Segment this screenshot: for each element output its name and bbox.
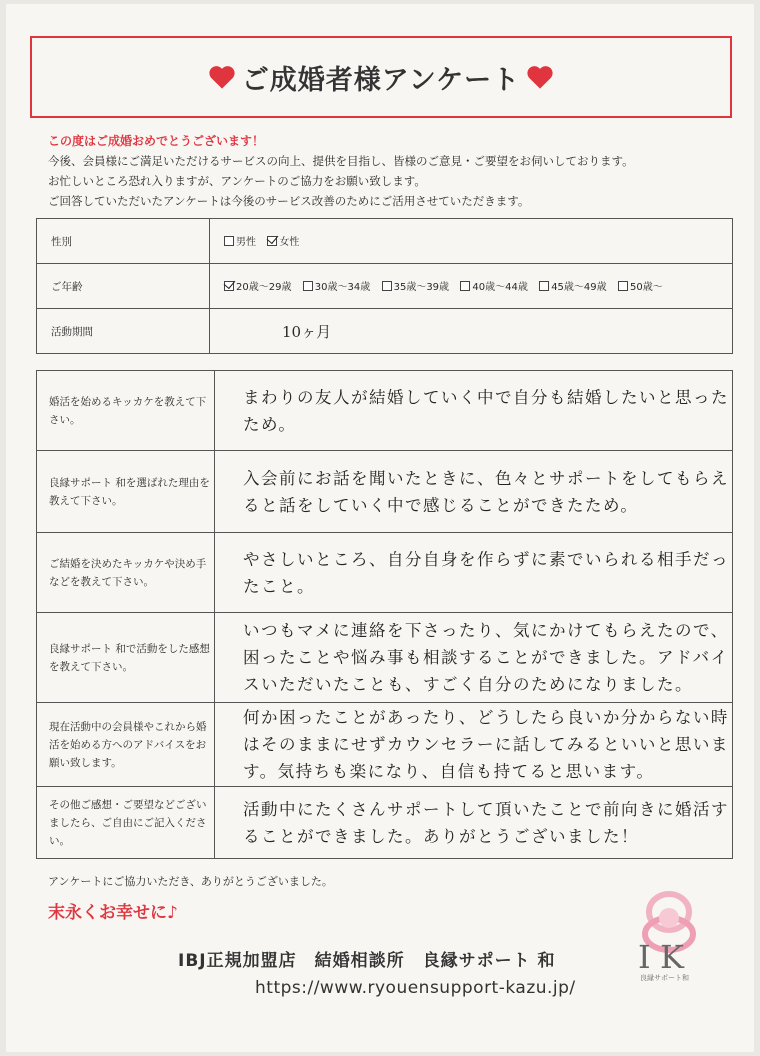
question-label: ご結婚を決めたキッカケや決め手などを教えて下さい。 bbox=[37, 533, 215, 613]
checkbox-icon[interactable] bbox=[303, 281, 313, 291]
age-label: ご年齢 bbox=[37, 264, 210, 309]
checkbox-icon[interactable] bbox=[618, 281, 628, 291]
profile-table bbox=[36, 218, 733, 354]
questions-table bbox=[36, 370, 733, 859]
checkbox-icon[interactable] bbox=[382, 281, 392, 291]
intro-line: お忙しいところ恐れ入りますが、アンケートのご協力をお願い致します。 bbox=[48, 174, 426, 188]
age-option-40-44[interactable]: 40歳～44歳 bbox=[460, 278, 527, 293]
gender-option-male[interactable]: 男性 bbox=[224, 233, 256, 248]
answer-text[interactable]: 入会前にお話を聞いたときに、色々とサポートをしてもらえると話をしていく中で感じることができたため。 bbox=[215, 451, 733, 533]
logo-caption: 良縁サポート和 bbox=[640, 974, 689, 982]
svg-text:K: K bbox=[660, 938, 684, 976]
heart-icon bbox=[208, 64, 236, 90]
checked-checkbox-icon[interactable] bbox=[267, 236, 277, 246]
question-label: 現在活動中の会員様やこれから婚活を始める方へのアドバイスをお願い致します。 bbox=[37, 703, 215, 787]
question-row bbox=[37, 533, 733, 613]
thanks-text: アンケートにご協力いただき、ありがとうございました。 bbox=[48, 875, 333, 888]
intro-lead: この度はご成婚おめでとうございます！ bbox=[48, 134, 265, 148]
website-link[interactable]: https://www.ryouensupport-kazu.jp/ bbox=[255, 978, 576, 998]
heart-icon bbox=[526, 64, 554, 90]
checkbox-icon[interactable] bbox=[460, 281, 470, 291]
question-label: 良縁サポート 和を選ばれた理由を教えて下さい。 bbox=[37, 451, 215, 533]
question-row bbox=[37, 451, 733, 533]
age-row bbox=[37, 264, 733, 309]
question-row bbox=[37, 787, 733, 859]
brand-logo bbox=[626, 888, 712, 984]
age-option-20s[interactable]: 20歳～29歳 bbox=[224, 278, 291, 293]
age-option-35-39[interactable]: 35歳～39歳 bbox=[382, 278, 449, 293]
happy-message: 末永くお幸せに♪ bbox=[48, 903, 178, 923]
answer-text[interactable]: 活動中にたくさんサポートして頂いたことで前向きに婚活することができました。ありがとうございました！ bbox=[215, 787, 733, 859]
gender-row bbox=[37, 219, 733, 264]
period-value[interactable]: 10ヶ月 bbox=[210, 309, 733, 354]
intro-text bbox=[48, 131, 634, 211]
answer-text[interactable]: いつもマメに連絡を下さったり、気にかけてもらえたので、困ったことや悩み事も相談することができました。アドバイスいただいたことも、すごく自分のためになりました。 bbox=[215, 613, 733, 703]
gender-option-female[interactable]: 女性 bbox=[267, 233, 299, 248]
period-row bbox=[37, 309, 733, 354]
age-option-30-34[interactable]: 30歳～34歳 bbox=[303, 278, 370, 293]
answer-text[interactable]: 何か困ったことがあったり、どうしたら良いか分からない時はそのままにせずカウンセラーに話してみるといいと思います。気持ちも楽になり、自信も持てると思います。 bbox=[215, 703, 733, 787]
question-row bbox=[37, 703, 733, 787]
page-title bbox=[208, 58, 554, 97]
checkbox-icon[interactable] bbox=[539, 281, 549, 291]
checkbox-icon[interactable] bbox=[224, 236, 234, 246]
question-label: その他ご感想・ご要望などございましたら、ご自由にご記入ください。 bbox=[37, 787, 215, 859]
question-row bbox=[37, 371, 733, 451]
svg-text:I: I bbox=[638, 938, 651, 976]
period-label: 活動期間 bbox=[37, 309, 210, 354]
age-options bbox=[210, 264, 733, 309]
age-option-45-49[interactable]: 45歳～49歳 bbox=[539, 278, 606, 293]
shop-name: IBJ正規加盟店 結婚相談所 良縁サポート 和 bbox=[178, 951, 556, 971]
intro-line: ご回答していただいたアンケートは今後のサービス改善のためにご活用させていただきます。 bbox=[48, 194, 530, 208]
answer-text[interactable]: まわりの友人が結婚していく中で自分も結婚したいと思ったため。 bbox=[215, 371, 733, 451]
gender-label: 性別 bbox=[37, 219, 210, 264]
question-label: 婚活を始めるキッカケを教えて下さい。 bbox=[37, 371, 215, 451]
checked-checkbox-icon[interactable] bbox=[224, 281, 234, 291]
gender-options bbox=[210, 219, 733, 264]
question-row bbox=[37, 613, 733, 703]
intro-line: 今後、会員様にご満足いただけるサービスの向上、提供を目指し、皆様のご意見・ご要望をお伺いしております。 bbox=[48, 154, 634, 168]
answer-text[interactable]: やさしいところ、自分自身を作らずに素でいられる相手だったこと。 bbox=[215, 533, 733, 613]
question-label: 良縁サポート 和で活動をした感想を教えて下さい。 bbox=[37, 613, 215, 703]
age-option-50[interactable]: 50歳～ bbox=[618, 278, 663, 293]
title-text: ご成婚者様アンケート bbox=[241, 64, 521, 96]
title-frame bbox=[30, 36, 732, 118]
